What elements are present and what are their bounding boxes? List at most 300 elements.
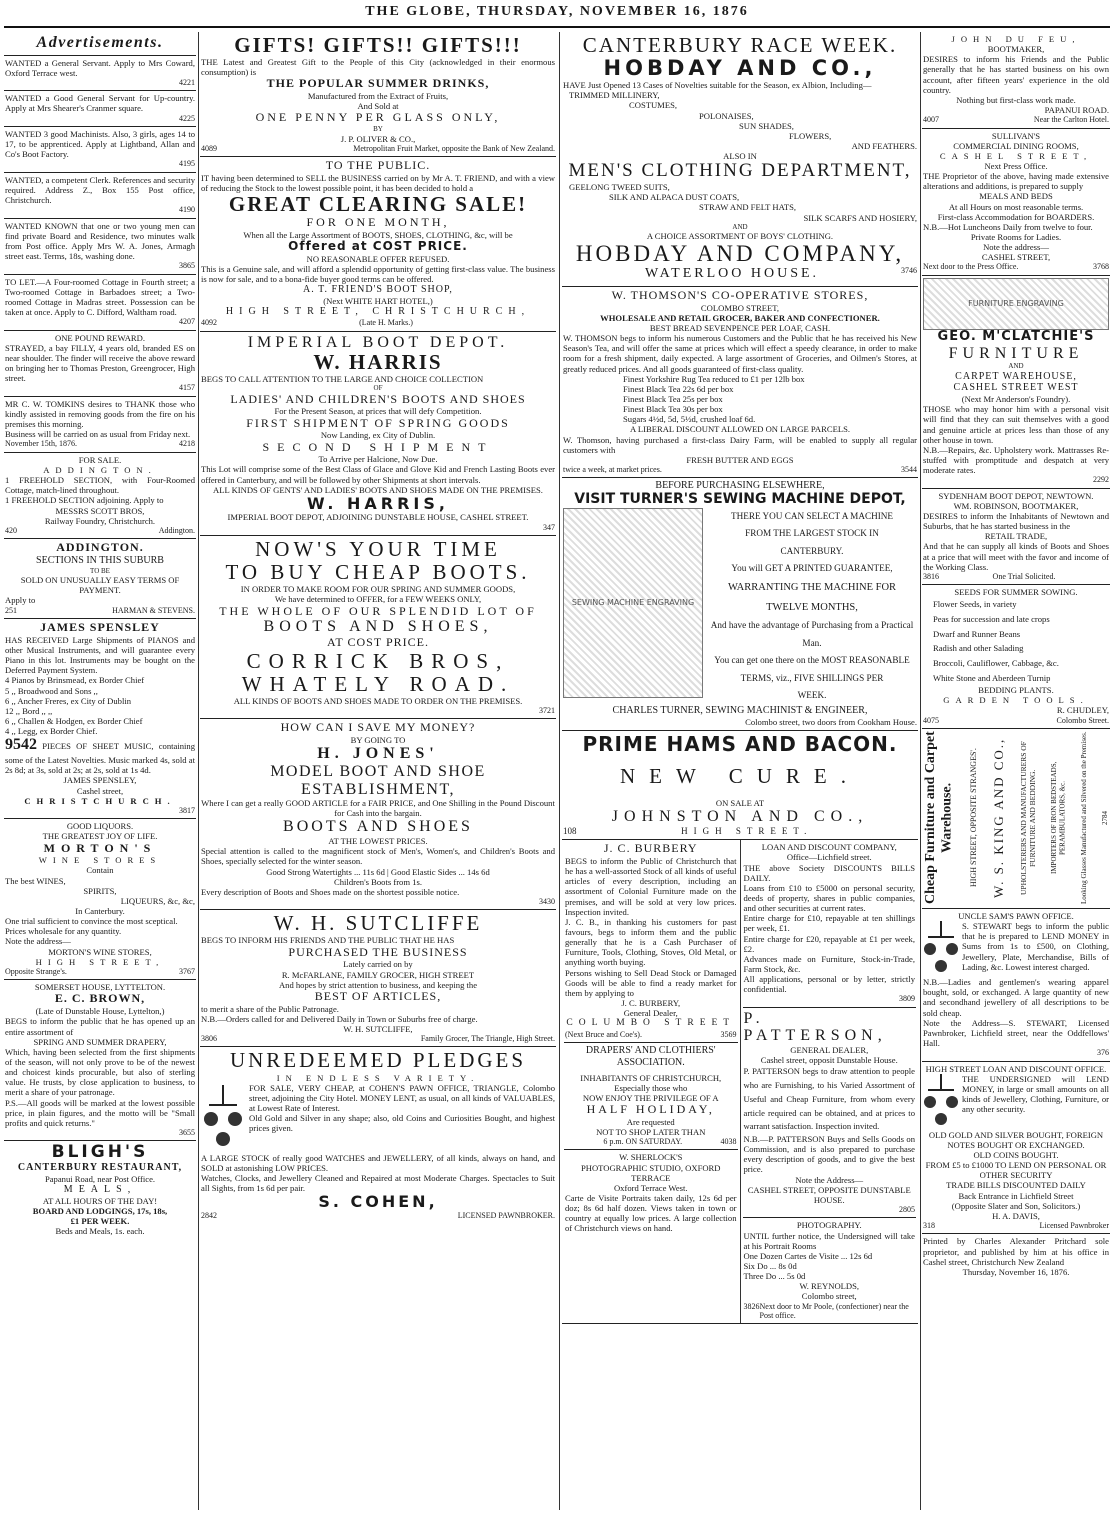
ad-subtitle: MEN'S CLOTHING DEPARTMENT, bbox=[568, 160, 912, 182]
ad-title: W. SHERLOCK'S bbox=[619, 1152, 683, 1163]
ad-text: (Opposite Slater and Son, Solicitors.) bbox=[951, 1200, 1081, 1211]
ad-title: HIGH STREET LOAN AND DISCOUNT OFFICE. bbox=[925, 1063, 1107, 1074]
ad-code: 3767 bbox=[179, 966, 195, 976]
ad-address: Near the Carlton Hotel. bbox=[1033, 115, 1109, 125]
ad-title: JAMES SPENSLEY bbox=[40, 620, 160, 635]
ad-title: P. PATTERSON, bbox=[743, 1009, 887, 1045]
reward-ad bbox=[4, 331, 196, 397]
list-item: FLOWERS, bbox=[789, 130, 832, 141]
ad-text: Business will be carried on as usual from Friday next. bbox=[5, 429, 191, 440]
ad-title: DRAPERS' AND CLOTHIERS' ASSOCIATION. bbox=[585, 1044, 716, 1068]
ad-code: 3569 bbox=[720, 1029, 737, 1039]
ad-text: Note the address— bbox=[5, 936, 71, 947]
ad-code: 420 bbox=[5, 525, 17, 535]
ad-headline: NEW CURE. bbox=[620, 763, 860, 788]
ad-text: A CHOICE ASSORTMENT OF BOYS' CLOTHING. bbox=[646, 231, 834, 242]
list-item: GEELONG TWEED SUITS, bbox=[569, 182, 670, 193]
ad-title: E. C. BROWN, bbox=[54, 991, 146, 1006]
want-ad bbox=[4, 219, 196, 275]
ad-code: 3721 bbox=[539, 706, 555, 716]
piano-item: 12 ,, Bord ,, ,, bbox=[5, 705, 53, 716]
ad-code: 318 bbox=[923, 1220, 935, 1230]
price-item: Three Do ... 5s 0d bbox=[743, 1271, 806, 1282]
ad-code: 3746 bbox=[901, 266, 917, 276]
list-item: POLONAISES, bbox=[699, 110, 754, 121]
ad-code: 4157 bbox=[179, 383, 195, 393]
ad-street: CASHEL STREET WEST bbox=[953, 382, 1079, 394]
ad-street: Colombo Street. bbox=[1056, 715, 1109, 725]
ad-text: BY bbox=[373, 125, 383, 134]
ad-code: 4218 bbox=[179, 439, 195, 449]
ad-text: Office—Lichfield street. bbox=[786, 852, 872, 863]
ad-code: 4221 bbox=[179, 77, 195, 87]
ad-text: Entire charge for £20, repayable at £1 per week, £2. bbox=[743, 933, 915, 954]
ad-code: 3655 bbox=[179, 1127, 195, 1137]
ad-prices: Good Strong Watertights ... 11s 6d | Good Elastic Sides ... 14s 6d bbox=[266, 866, 490, 877]
ad-title: GEO. M'CLATCHIE'S bbox=[937, 328, 1095, 344]
ad-name: W. REYNOLDS, bbox=[799, 1281, 860, 1292]
ad-text: SPIRITS, bbox=[83, 885, 117, 896]
ad-text: BEGS TO INFORM HIS FRIENDS AND THE PUBLIC THAT HE HAS bbox=[201, 935, 455, 946]
ad-text: £1 PER WEEK. bbox=[70, 1216, 130, 1227]
ad-code: 108 bbox=[563, 825, 577, 836]
ad-text: FRESH BUTTER AND EGGS bbox=[686, 454, 794, 465]
ad-code: 3816 bbox=[923, 571, 939, 581]
list-item: Radish and other Salading bbox=[933, 643, 1024, 654]
ad-text: BEGS to inform the public that he has opened up an entire assortment of bbox=[5, 1016, 195, 1037]
ad-text: First-class Accommodation for BOARDERS. bbox=[937, 211, 1095, 222]
ad-text: NOT TO SHOP LATER THAN bbox=[596, 1126, 706, 1137]
list-item: SILK AND ALPACA DUST COATS, bbox=[609, 192, 740, 203]
ad-text: Loans from £10 to £5000 on personal security, deeds of property, shares in public companies, and other securities at current rates. bbox=[743, 882, 915, 914]
ad-text: TRADE BILLS DISCOUNTED DAILY bbox=[946, 1180, 1086, 1191]
ad-title: NOW'S YOUR TIME bbox=[255, 537, 501, 562]
ad-code: 4207 bbox=[179, 317, 195, 327]
ad-text: (Next Bruce and Coe's). bbox=[565, 1029, 642, 1039]
ad-text: ALL KINDS OF BOOTS AND SHOES MADE TO ORDER ON THE PREMISES. bbox=[233, 695, 523, 706]
ad-subtitle: FURNITURE bbox=[948, 344, 1084, 362]
ad-title: JOHN DU FEU, bbox=[951, 34, 1081, 44]
ad-subtitle: CANTERBURY RESTAURANT, bbox=[17, 1162, 183, 1174]
ad-street: HIGH STREET, OPPOSITE STRANGES'. bbox=[968, 748, 978, 888]
ad-text: Note the Address— bbox=[795, 1174, 864, 1185]
ad-name: JOHNSTON AND CO., bbox=[611, 808, 869, 826]
list-item: Broccoli, Cauliflower, Cabbage, &c. bbox=[933, 657, 1059, 668]
ad-name: W. HARRIS bbox=[313, 350, 443, 375]
ad-street: PAPANUI ROAD. bbox=[1044, 104, 1109, 115]
cohen-ad bbox=[200, 1047, 556, 1223]
furniture-image: FURNITURE ENGRAVING bbox=[923, 278, 1109, 330]
king-ad bbox=[922, 729, 1110, 909]
ad-text: Apply to bbox=[5, 595, 36, 606]
addington-ad bbox=[4, 539, 196, 619]
ad-role: General Dealer, bbox=[623, 1008, 678, 1019]
ad-subtitle: SECOND SHIPMENT bbox=[262, 439, 494, 454]
spensley-ad bbox=[4, 619, 196, 819]
ad-code: 3806 bbox=[201, 1034, 217, 1044]
ad-text: Special attention is called to the magnificent stock of Men's, Women's, and Children's Boots and Shoes, specially selected for the winter season. bbox=[201, 846, 555, 867]
ad-text: OF bbox=[373, 384, 383, 393]
ad-text: OLD COINS BOUGHT. bbox=[973, 1149, 1059, 1160]
ad-text: OLD GOLD AND SILVER BOUGHT, FOREIGN NOTES BOUGHT OR EXCHANGED. bbox=[928, 1129, 1104, 1150]
ad-text: BEST BREAD SEVENPENCE PER LOAF, CASH. bbox=[649, 323, 831, 334]
ad-text: PIECES OF SHEET MUSIC, containing some of the Latest Novelties. Music marked 4s, sold at 2s 8d; at 3s, sold at 2s; at 2s, sold at 1s 4d. bbox=[5, 741, 195, 776]
ad-text: P. PATTERSON begs to draw attention to people who are Furnishing, to his Varied Assortment of Useful and Cheap Furniture, from whom every article required can be obtained, and at prices to warrant satisfaction. Inspection invited. bbox=[743, 1066, 915, 1132]
ad-address: Cashel street, opposit Dunstable House. bbox=[760, 1055, 898, 1066]
thomson-ad bbox=[562, 287, 918, 478]
ad-text: N.B.—Ladies and gentlemen's wearing apparel bought, sold, or exchanged. A large quantity of new and secondhand jewellery of all descriptions to be sold cheap. bbox=[923, 977, 1109, 1018]
ad-text: BOARD AND LODGINGS, 17s, 18s, bbox=[32, 1205, 168, 1216]
ad-text: Old Gold and Silver in any shape; also, old Coins and Curiosities Bought, and highest prices given. bbox=[249, 1113, 555, 1134]
ad-text: Children's Boots from 1s. bbox=[334, 876, 422, 887]
ad-subtitle: CARPET WAREHOUSE, bbox=[955, 370, 1077, 382]
ad-text: Contain bbox=[86, 865, 114, 876]
ad-text: HAS RECEIVED Large Shipments of PIANOS and other Musical Instruments, and will guarantee every Piano in this lot. Instruments may be bought on the Deferred Payment System. bbox=[5, 634, 195, 676]
ad-line: You will GET A PRINTED GUARANTEE, bbox=[731, 563, 893, 574]
ad-name: S. COHEN, bbox=[318, 1192, 438, 1212]
bligh-ad bbox=[4, 1141, 196, 1239]
column-rule bbox=[198, 32, 199, 1510]
ad-title: UNCLE SAM'S PAWN OFFICE. bbox=[958, 910, 1074, 921]
ad-text: FOR ONE MONTH, bbox=[306, 215, 450, 230]
ad-house: WATERLOO HOUSE. bbox=[644, 266, 820, 282]
ad-text: THE UNDERSIGNED will LEND MONEY, in large or small amounts on all kinds of Jewellery, Clothing, Furniture, or any other security. bbox=[962, 1073, 1109, 1115]
ad-line: WEEK. bbox=[797, 690, 827, 701]
column-4 bbox=[922, 32, 1110, 1510]
ad-text: The best WINES, bbox=[5, 875, 66, 886]
ad-text: INHABITANTS OF CHRISTCHURCH, bbox=[580, 1072, 722, 1083]
patterson-ad bbox=[743, 1008, 917, 1219]
ad-text: MR C. W. TOMKINS desires to THANK those who kindly assisted in removing goods from the fire on his premises this morning. bbox=[5, 398, 195, 430]
hobday-list-2 bbox=[563, 182, 917, 223]
price-item: Six Do ... 8s 0d bbox=[743, 1261, 797, 1271]
ad-text: Oxford Terrace West. bbox=[613, 1182, 688, 1193]
ad-title: VISIT TURNER'S SEWING MACHINE DEPOT, bbox=[574, 491, 906, 508]
ad-text: Looking Glasses Manufactured and Silvered on the Premises. bbox=[1079, 731, 1088, 905]
advertisements-heading: Advertisements. bbox=[36, 34, 164, 51]
ad-text: STRAYED, a bay FILLY, 4 years old, branded ES on near shoulder. The finder will receive the above reward on bringing her to Thomas Preston, Greengrocer, High street. bbox=[5, 342, 196, 384]
ad-line: You can get one there on the MOST REASONABLE bbox=[714, 655, 910, 666]
ad-place: SOMERSET HOUSE, LYTTELTON. bbox=[34, 982, 166, 993]
piano-item: 5 ,, Broadwood and Sons ,, bbox=[5, 685, 98, 696]
ad-name: CORRICK BROS, bbox=[246, 648, 510, 673]
ad-address: Family Grocer, The Triangle, High Street. bbox=[420, 1034, 555, 1044]
ad-text: HAVE Just Opened 13 Cases of Novelties suitable for the Season, ex Albion, Including— bbox=[563, 80, 872, 91]
ad-headline: GREAT CLEARING SALE! bbox=[228, 192, 528, 217]
ad-subtitle: MODEL BOOT AND SHOE bbox=[270, 763, 486, 781]
drapers-ad bbox=[564, 1043, 738, 1151]
ad-text: J. C. B., in thanking his customers for past favours, begs to inform them and the public generally that he is a Cash Purchaser of Furniture, Tools, Clothing, Stoves, Old Metal, or anything worth buying. bbox=[565, 916, 737, 968]
ad-text: And Sold at bbox=[357, 101, 399, 112]
ad-text: 1 FREEHOLD SECTION, with Four-Roomed Cottage, match-lined throughout. bbox=[5, 475, 195, 496]
ad-subtitle: RETAIL TRADE, bbox=[984, 531, 1048, 542]
ad-line: THERE YOU CAN SELECT A MACHINE bbox=[730, 510, 894, 521]
ad-address: Metropolitan Fruit Market, opposite the Bank of New Zealand. bbox=[353, 143, 555, 153]
ad-text: S. STEWART begs to inform the public that he is prepared to LEND MONEY in Sums from 1s to £500, on Clothing, Jewellery, Plate, Merchandise, Bills of Lading, &c. Lowest interest charged. bbox=[962, 921, 1109, 972]
sherlock-ad bbox=[564, 1150, 738, 1236]
imprint-date: Thursday, November 16, 1876. bbox=[962, 1266, 1070, 1277]
ad-headline: AT COST PRICE. bbox=[327, 634, 429, 649]
piano-item: 4 Pianos by Brinsmead, ex Border Chief bbox=[5, 675, 145, 686]
ad-role: Licensed Pawnbroker bbox=[1039, 1220, 1109, 1230]
gifts-ad bbox=[200, 32, 556, 157]
ad-text: Advances made on Furniture, Stock-in-Trade, Farm Stock, &c. bbox=[743, 953, 915, 974]
ad-title: W. H. SUTCLIFFE bbox=[273, 911, 483, 936]
hobday-list bbox=[563, 90, 917, 151]
ad-address: HIGH STREET, bbox=[35, 956, 165, 967]
want-ad bbox=[4, 91, 196, 127]
ad-code: 2784 bbox=[1100, 810, 1109, 825]
ad-text: Note the Address—S. STEWART, Licensed Pawnbroker, Lichfield street, near the Oddfellows' Hall. bbox=[923, 1017, 1109, 1048]
ad-title: ONE POUND REWARD. bbox=[55, 332, 145, 343]
ad-text: IMPORTERS OF IRON BEDSTEADS, PERAMBULATORS, &c. bbox=[1050, 761, 1067, 875]
list-item: Finest Yorkshire Rug Tea reduced to £1 per 12lb box bbox=[623, 373, 805, 384]
ad-text: THOSE who may honor him with a personal visit will find that they can suit themselves with a good and genuine article at prices less than those of any other house in town. bbox=[923, 404, 1109, 445]
du-feu-ad bbox=[922, 32, 1110, 129]
ad-code: 4075 bbox=[923, 715, 939, 725]
mclatchie-ad bbox=[922, 276, 1110, 489]
sewing-machine-image: SEWING MACHINE ENGRAVING bbox=[563, 508, 703, 698]
ad-signature: JAMES SPENSLEY, bbox=[63, 775, 137, 786]
ad-subtitle: SPRING AND SUMMER DRAPERY, bbox=[33, 1036, 167, 1047]
ad-subtitle: LADIES' AND CHILDREN'S BOOTS AND SHOES bbox=[230, 391, 526, 406]
ad-text: MEALS, bbox=[63, 1183, 137, 1195]
ad-title: PRIME HAMS AND BACON. bbox=[582, 731, 898, 756]
ad-place: ADDINGTON. bbox=[43, 465, 157, 476]
ad-text: DESIRES to inform his Friends and the Public generally that he has started business on his own account, after fifteen years' experience in the old country. bbox=[923, 54, 1109, 95]
ad-title: IMPERIAL BOOT DEPOT. bbox=[247, 333, 509, 351]
ad-title: J. C. BURBERY bbox=[603, 841, 698, 856]
ad-price: ONE PENNY PER GLASS ONLY, bbox=[255, 110, 501, 125]
ad-text: N.B.—P. PATTERSON Buys and Sells Goods on Commission, and is also prepared to purchase every description of goods, and to give the best price. bbox=[743, 1134, 915, 1175]
ad-text: Persons wishing to Sell Dead Stock or Damaged Goods will be able to find a ready market for them by applying to bbox=[565, 967, 737, 998]
ad-code: 3809 bbox=[899, 994, 915, 1004]
ad-subtitle: THE GREATEST JOY OF LIFE. bbox=[42, 831, 158, 842]
list-item: COSTUMES, bbox=[629, 100, 677, 111]
ad-code: 4038 bbox=[720, 1137, 737, 1147]
ad-text: Back Entrance in Lichfield Street bbox=[958, 1190, 1074, 1201]
ad-text: WINE STORES bbox=[38, 855, 162, 866]
ad-headline: Offered at COST PRICE. bbox=[288, 239, 468, 254]
ad-subtitle: PURCHASED THE BUSINESS bbox=[288, 944, 468, 959]
list-item: Sugars 4½d, 5d, 5½d, crushed loaf 6d. bbox=[623, 414, 756, 425]
imprint bbox=[922, 1234, 1110, 1280]
ad-text: And hopes by strict attention to business, and keeping the bbox=[278, 979, 478, 990]
ad-text: GARDEN TOOLS. bbox=[943, 695, 1089, 706]
ad-text: This is a Genuine sale, and will afford a splendid opportunity of getting first-class value. The business is now for sale, and to a bona-fide buyer good terms can be offered. bbox=[201, 264, 555, 285]
to-let-ad bbox=[4, 275, 196, 331]
ad-text: We have determined to OFFER, for a FEW WEEKS ONLY, bbox=[274, 594, 482, 605]
list-item: Flower Seeds, in variety bbox=[933, 599, 1017, 610]
ad-name: HOBDAY AND CO., bbox=[603, 56, 877, 81]
ad-text: Entire charge for £10, repayable at ten shillings per week, £1. bbox=[743, 913, 915, 934]
ad-text: Prices wholesale for any quantity. bbox=[5, 926, 122, 937]
hobday-ad bbox=[562, 32, 918, 287]
ad-title: LOAN AND DISCOUNT COMPANY, bbox=[761, 842, 897, 853]
ad-text: ALSO IN bbox=[723, 151, 757, 162]
ad-text: P.S.—All goods will be marked at the lowest possible price, in plain figures, and the motto will be "Small profits and quick returns." bbox=[5, 1097, 195, 1128]
ad-title: GOOD LIQUORS. bbox=[66, 821, 134, 832]
ad-code: 3826 bbox=[743, 1301, 760, 1311]
ad-line: And have the advantage of Purchasing from a Practical Man. bbox=[710, 620, 914, 648]
ad-text: R. McFARLANE, FAMILY GROCER, HIGH STREET bbox=[281, 969, 475, 980]
ad-text: Are requested bbox=[626, 1116, 675, 1127]
ad-signature: J. C. BURBERY, bbox=[621, 998, 681, 1009]
ad-text: THE Latest and Greatest Gift to the People of this City (acknowledged in their enormous consumption) is bbox=[201, 57, 555, 78]
ad-text: TO BE bbox=[90, 566, 110, 575]
masthead-rule bbox=[4, 26, 1110, 28]
ad-name: CHARLES TURNER, SEWING MACHINIST & ENGINEER, bbox=[612, 704, 868, 716]
column-3 bbox=[562, 32, 918, 1510]
ad-text: Nothing but first-class work made. bbox=[956, 94, 1076, 105]
sutcliffe-ad bbox=[200, 910, 556, 1047]
list-item: SILK SCARFS AND HOSIERY, bbox=[803, 212, 917, 223]
pawn-balls-icon bbox=[923, 921, 959, 977]
ad-text: A LARGE STOCK of really good WATCHES and JEWELLERY, of all kinds, always on hand, and SOLD at astonishing LOW PRICES. bbox=[201, 1152, 555, 1173]
list-item: TRIMMED MILLINERY, bbox=[569, 90, 660, 101]
ad-text: UNTIL further notice, the Undersigned will take at his Portrait Rooms bbox=[743, 1230, 915, 1251]
ad-text: For the Present Season, at prices that will defy Competition. bbox=[274, 406, 482, 417]
burbery-ad bbox=[564, 840, 738, 1043]
column-1 bbox=[4, 32, 196, 1510]
ad-street: Cashel street, bbox=[76, 785, 124, 796]
tomkins-ad bbox=[4, 397, 196, 453]
ad-city: CHRISTCHURCH. bbox=[24, 795, 176, 806]
ad-address: Colombo street, two doors from Cookham House. bbox=[745, 716, 917, 727]
ad-text: One Trial Solicited. bbox=[992, 571, 1056, 581]
ad-text: IN ORDER TO MAKE ROOM FOR OUR SPRING AND SUMMER GOODS, bbox=[240, 584, 516, 595]
ad-company: HOBDAY AND COMPANY, bbox=[575, 241, 905, 267]
seed-list bbox=[923, 597, 1109, 685]
ad-text: FROM £5 to £1000 TO LEND ON PERSONAL OR OTHER SECURITY bbox=[925, 1160, 1107, 1181]
ad-code: 3768 bbox=[1093, 262, 1109, 272]
ad-text: BEGS to inform the Public of Christchurch that he has a well-assorted Stock of all kinds of useful articles of every description, including an assortment of Colonial Furniture made on the premises, and will be sold at very low prices. Inspection invited. bbox=[565, 856, 737, 917]
imprint-text: Printed by Charles Alexander Pritchard sole proprietor, and published by him at his office in Cashel street, Christchurch New Zealand bbox=[923, 1236, 1109, 1267]
want-ad bbox=[4, 173, 196, 219]
ad-text: BEFORE PURCHASING ELSEWHERE, bbox=[655, 480, 825, 492]
ad-text: A LIBERAL DISCOUNT ALLOWED ON LARGE PARCELS. bbox=[629, 424, 851, 435]
ad-street: Colombo street, bbox=[801, 1291, 857, 1302]
ad-text: Next Press Office. bbox=[984, 160, 1048, 171]
ad-line: TERMS, viz., FIVE SHILLINGS PER bbox=[740, 672, 884, 683]
ad-subtitle: WHOLESALE AND RETAIL GROCER, BAKER AND CONFECTIONER. bbox=[600, 312, 880, 323]
ad-date: November 15th, 1876. bbox=[5, 439, 77, 449]
ad-subtitle: BEST OF ARTICLES, bbox=[314, 988, 442, 1003]
ad-text: WANTED KNOWN that one or two young men can find private Board and Residence, two minutes walk from Post office. Apply Mrs W. A. Jones, Armagh street east. Terms, 18s, washing done. bbox=[5, 220, 195, 262]
ad-code: 4089 bbox=[201, 143, 217, 153]
ad-text: (Next Mr Anderson's Foundry). bbox=[961, 394, 1071, 405]
ad-address: Railway Foundry, Christchurch. bbox=[44, 515, 156, 526]
ad-text: This Lot will comprise some of the Best Class of Glace and Glove Kid and French Lasting Boots ever offered in Canterbury, and will be followed by other Shipments at short intervals. bbox=[201, 464, 555, 485]
ad-title: HOW CAN I SAVE MY MONEY? bbox=[280, 720, 476, 735]
ad-shop: A. T. FRIEND'S BOOT SHOP, bbox=[303, 284, 453, 296]
ad-title: PHOTOGRAPHY. bbox=[796, 1220, 862, 1231]
ad-text: Beds and Meals, 1s. each. bbox=[55, 1226, 145, 1237]
piano-item: 6 ,, Ancher Freres, ex City of Dublin bbox=[5, 695, 132, 706]
ad-text: At all Hours on most reasonable terms. bbox=[948, 201, 1084, 212]
ad-text: (Next WHITE HART HOTEL,) bbox=[323, 296, 433, 307]
ad-title: CANTERBURY RACE WEEK. bbox=[582, 33, 898, 57]
pawn-balls-icon bbox=[923, 1074, 959, 1130]
column-rule bbox=[559, 32, 560, 1510]
column-rule bbox=[920, 32, 921, 1510]
price-item: One Dozen Cartes de Visite ... 12s 6d bbox=[743, 1250, 873, 1261]
ad-code: 251 bbox=[5, 605, 17, 615]
ad-code: 3544 bbox=[901, 465, 917, 475]
ad-code: 2292 bbox=[1093, 475, 1109, 485]
ad-logo: W. HARRIS, bbox=[307, 493, 449, 513]
ad-text: ALL KINDS OF GENTS' AND LADIES' BOOTS AND SHOES MADE ON THE PREMISES. bbox=[213, 484, 543, 495]
ad-text: N.B.—Orders called for and Delivered Daily in Town or Suburbs free of charge. bbox=[201, 1013, 478, 1024]
ad-text: WANTED a General Servant. Apply to Mrs Coward, Oxford Terrace west. bbox=[5, 57, 195, 78]
ad-text: Next door to the Press Office. bbox=[923, 262, 1019, 272]
ad-subtitle: THE POPULAR SUMMER DRINKS, bbox=[266, 76, 490, 91]
ad-code: 347 bbox=[543, 522, 555, 532]
ad-text: BY GOING TO bbox=[350, 735, 406, 746]
ad-code: 4007 bbox=[923, 115, 939, 125]
column-2 bbox=[200, 32, 556, 1510]
ad-line: TWELVE MONTHS, bbox=[766, 601, 858, 613]
ad-text: NOW ENJOY THE PRIVILEGE OF A bbox=[582, 1092, 719, 1103]
ad-text: WANTED 3 good Machinists. Also, 3 girls, ages 14 to 17, to be apprenticed. Apply at Lightband, Allan and Co's Boot Factory. bbox=[5, 129, 195, 160]
ad-text: WANTED a Good General Servant for Up-country. Apply at Mrs Shearer's Cranmer square. bbox=[5, 93, 195, 114]
ad-text: Where I can get a really GOOD ARTICLE for a FAIR PRICE, and One Shilling in the Pound Discount for Cash into the bargain. bbox=[201, 798, 555, 819]
ad-street: WHATELY ROAD. bbox=[241, 671, 515, 696]
ad-subtitle: ESTABLISHMENT, bbox=[300, 780, 456, 798]
johnston-ad bbox=[562, 731, 918, 840]
ad-title: SULLIVAN'S bbox=[991, 130, 1041, 141]
ad-text: TO LET.—A Four-roomed Cottage in Fourth street; a Two-roomed Cottage in Barbadoes street; a Two-roomed Cottage in Madras street. Possession can be taken at once. Apply to C. Difford, Waltham road. bbox=[5, 276, 195, 318]
ad-street: HIGH STREET. bbox=[681, 825, 813, 836]
ad-text: Now Landing, ex City of Dublin. bbox=[320, 430, 436, 441]
list-item: Dwarf and Runner Beans bbox=[933, 628, 1021, 639]
ad-title: GIFTS! GIFTS!! GIFTS!!! bbox=[234, 33, 522, 57]
ad-text: AND bbox=[732, 222, 748, 231]
ad-title: FOR SALE. bbox=[78, 454, 122, 465]
ad-text: Next door to Mr Poole, (confectioner) near the Post office. bbox=[759, 1301, 909, 1320]
ad-text: 6 p.m. ON SATURDAY. bbox=[603, 1137, 683, 1147]
pawn-balls-icon bbox=[201, 1083, 245, 1153]
ad-address: Opposite Strange's. bbox=[5, 966, 67, 976]
ad-text: IT having been determined to SELL the BUSINESS carried on by Mr A. T. FRIEND, and with a view of reducing the Stock to the lowest possible point, it has been decided to hold a bbox=[201, 172, 555, 194]
ad-street: CASHEL STREET, bbox=[939, 150, 1093, 161]
list-item: STRAW AND FELT HATS, bbox=[699, 202, 797, 213]
list-item: Finest Black Tea 25s per box bbox=[623, 394, 723, 405]
ad-title: SYDENHAM BOOT DEPOT, NEWTOWN. bbox=[938, 490, 1094, 501]
ad-text: N.B.—Repairs, &c. Upholstery work. Mattrasses Re-stuffed with promptitude and despatch at very moderate rates. bbox=[923, 444, 1109, 476]
ad-line: CANTERBURY. bbox=[780, 545, 844, 556]
turner-lines bbox=[707, 508, 917, 705]
ad-title: Cheap Furniture and Carpet Warehouse. bbox=[923, 731, 955, 905]
friend-ad bbox=[200, 157, 556, 332]
ad-street: HIGH STREET, CHRISTCHURCH, bbox=[225, 306, 531, 318]
ad-subtitle: FIRST SHIPMENT OF SPRING GOODS bbox=[246, 415, 510, 430]
ad-agent: HARMAN & STEVENS. bbox=[112, 605, 195, 615]
ad-title: BLIGH'S bbox=[51, 1142, 149, 1163]
tea-list bbox=[563, 374, 917, 425]
for-sale-ad bbox=[4, 453, 196, 539]
ad-line: WARRANTING THE MACHINE FOR bbox=[727, 581, 897, 593]
ad-text: One trial sufficient to convince the most sceptical. bbox=[5, 916, 178, 927]
ad-code: 2842 bbox=[201, 1210, 217, 1220]
list-item: Peas for succession and late crops bbox=[933, 614, 1050, 625]
ad-text: (Late of Dunstable House, Lyttelton,) bbox=[35, 1006, 165, 1017]
stewart-ad bbox=[922, 909, 1110, 1062]
ad-text: THE above Society DISCOUNTS BILLS DAILY. bbox=[743, 862, 915, 883]
ad-subtitle: PHOTOGRAPHIC STUDIO, OXFORD TERRACE bbox=[580, 1162, 721, 1183]
ad-text: Lately carried on by bbox=[343, 959, 413, 970]
ad-text: BEDDING PLANTS. bbox=[978, 685, 1054, 696]
